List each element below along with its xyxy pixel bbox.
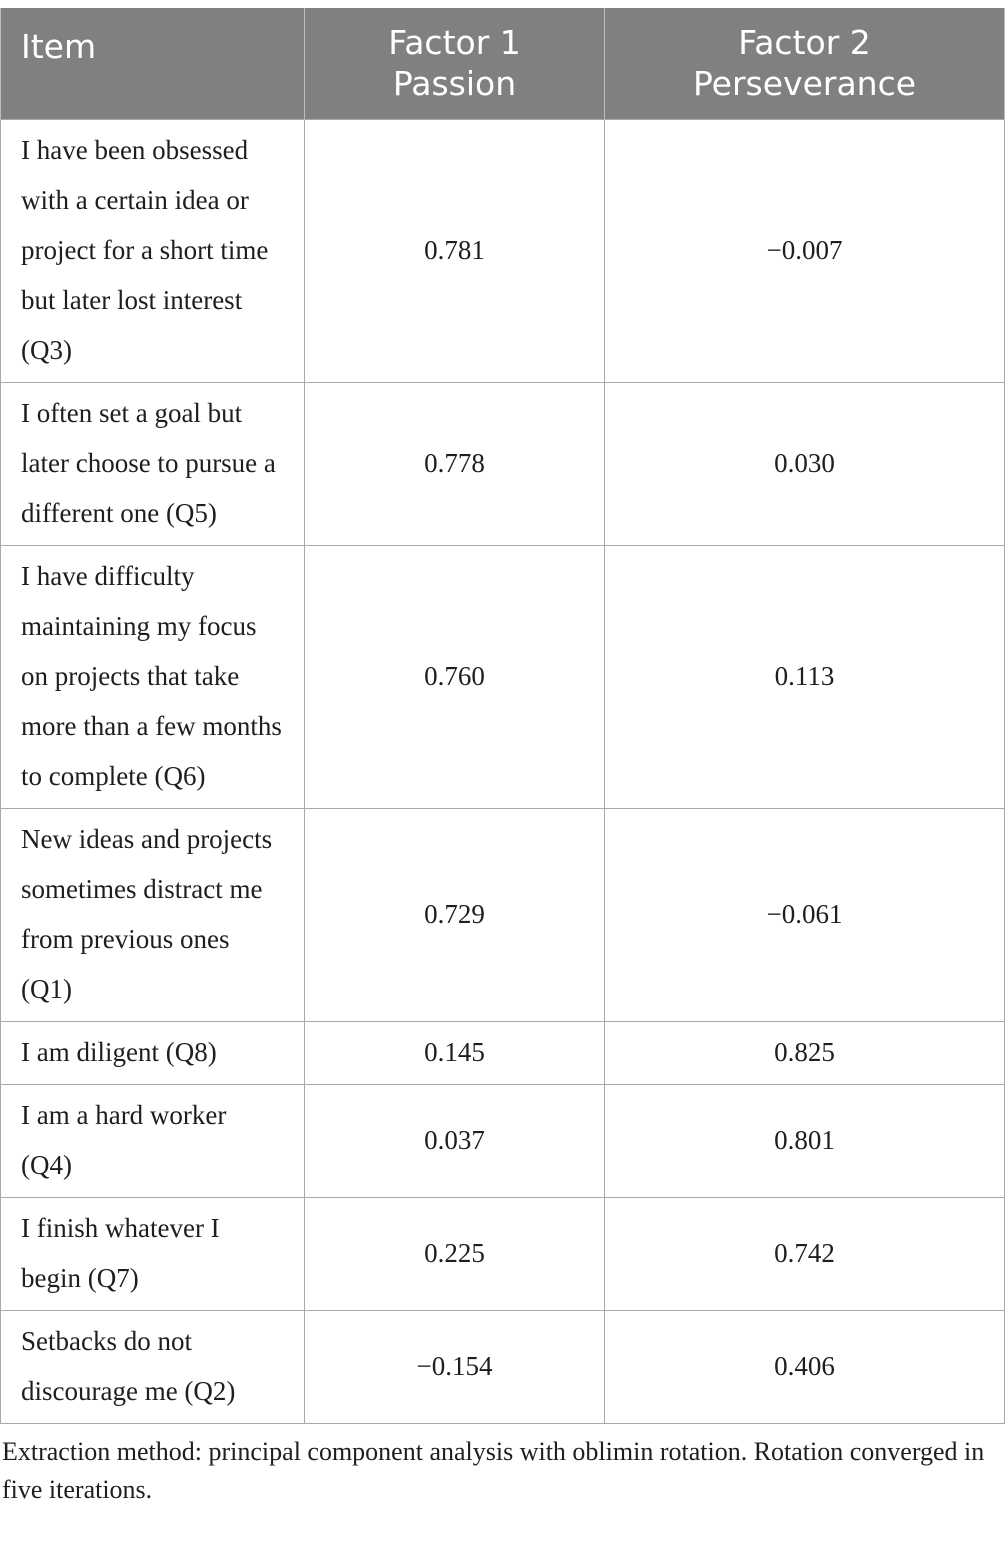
table-row — [1, 808, 1005, 1021]
factor-1-cell: 0.145 — [305, 1021, 605, 1084]
factor-1-cell: 0.225 — [305, 1197, 605, 1310]
factor-1-cell: 0.778 — [305, 382, 605, 545]
table-row — [1, 1021, 1005, 1084]
header-factor-1 — [305, 8, 605, 119]
table-row — [1, 382, 1005, 545]
header-item: Item — [1, 8, 305, 119]
table-row — [1, 545, 1005, 808]
factor-1-cell: −0.154 — [305, 1310, 605, 1423]
factor-2-cell: −0.061 — [605, 808, 1005, 1021]
factor-2-cell: 0.825 — [605, 1021, 1005, 1084]
item-cell: I have been obsessed with a certain idea or project for a short time but later lost interest (Q3) — [1, 119, 305, 382]
header-factor-2-line-2: Perseverance — [692, 64, 917, 104]
factor-2-cell: 0.030 — [605, 382, 1005, 545]
item-cell: I am a hard worker (Q4) — [1, 1084, 305, 1197]
item-cell: I have difficulty maintaining my focus on projects that take more than a few months to complete (Q6) — [1, 545, 305, 808]
table-header-row — [1, 8, 1005, 119]
factor-loadings-table-container — [0, 8, 1005, 1509]
item-cell: I am diligent (Q8) — [1, 1021, 305, 1084]
header-factor-1-line-1: Factor 1 — [388, 23, 521, 63]
factor-2-cell: −0.007 — [605, 119, 1005, 382]
table-row — [1, 1197, 1005, 1310]
item-cell: New ideas and projects sometimes distract me from previous ones (Q1) — [1, 808, 305, 1021]
factor-1-cell: 0.037 — [305, 1084, 605, 1197]
item-cell: I often set a goal but later choose to pursue a different one (Q5) — [1, 382, 305, 545]
table-footnote: Extraction method: principal component analysis with oblimin rotation. Rotation converged in five iterations. — [2, 1436, 985, 1504]
header-factor-2 — [605, 8, 1005, 119]
factor-2-cell: 0.801 — [605, 1084, 1005, 1197]
factor-2-cell: 0.742 — [605, 1197, 1005, 1310]
table-row — [1, 1084, 1005, 1197]
header-factor-1-line-2: Passion — [392, 64, 517, 104]
header-factor-2-line-1: Factor 2 — [738, 23, 871, 63]
factor-2-cell: 0.113 — [605, 545, 1005, 808]
factor-loadings-table — [0, 8, 1005, 1424]
item-cell: I finish whatever I begin (Q7) — [1, 1197, 305, 1310]
factor-1-cell: 0.760 — [305, 545, 605, 808]
factor-2-cell: 0.406 — [605, 1310, 1005, 1423]
table-row — [1, 1310, 1005, 1423]
factor-1-cell: 0.729 — [305, 808, 605, 1021]
item-cell: Setbacks do not discourage me (Q2) — [1, 1310, 305, 1423]
table-row — [1, 119, 1005, 382]
factor-1-cell: 0.781 — [305, 119, 605, 382]
